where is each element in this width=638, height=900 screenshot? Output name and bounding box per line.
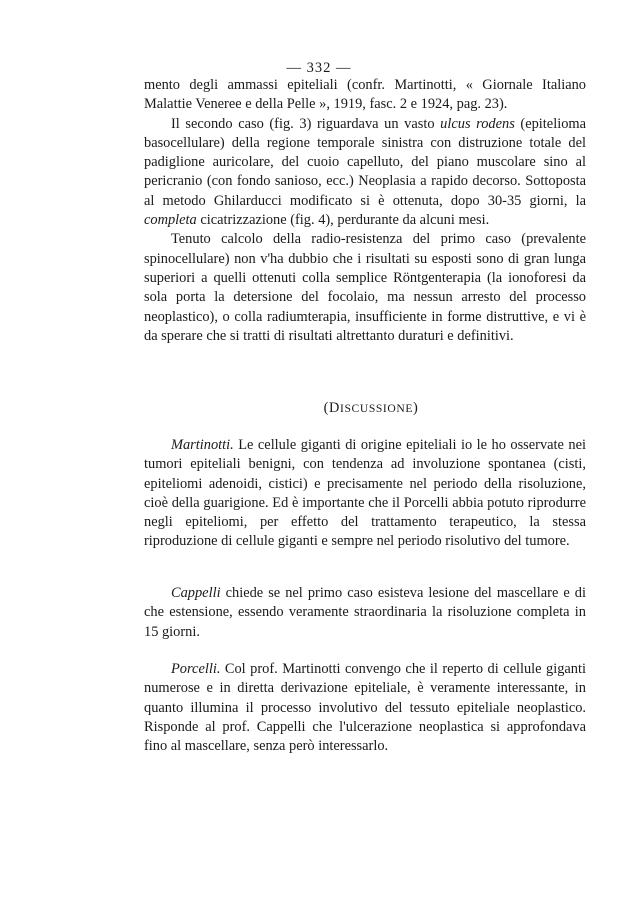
completa-emphasis: completa: [144, 212, 197, 229]
second-case-text-1: Il secondo caso (fig. 3) riguardava un vasto: [171, 115, 441, 132]
porcelli-text: Col prof. Martinotti convengo che il reperto di cellule giganti numerose e in diretta derivazione epiteliale, è veramente interessante, in quanto illumina il processo involutivo del tessuto epiteliale neoplastico. Risponde al prof. Cappelli che l'ulcerazione neoplastica si approfondava fino al mascellare, senza però interessarlo.: [144, 661, 586, 755]
speaker-cappelli: Cappelli: [171, 585, 221, 601]
second-case-paragraph: [144, 115, 586, 231]
heading-open-paren: (: [323, 400, 329, 416]
conclusion-text: Tenuto calcolo della radio-resistenza del primo caso (prevalente spinocellulare) non v'ha dubbio che i risultati su esposti sono di gran lunga superiori a quelli ottenuti colla semplice Röntgenterapia (la ionoforesi da sola porta la detersione del focolaio, ma nessun arresto del processo neoplastico), o colla radiumterapia, insufficiente in forme distruttive, e vi è da sperare che si tratti di risultati altrettanto duraturi e definitivi.: [144, 231, 586, 344]
second-case-text-2: (epitelioma basocellulare) della regione temporale sinistra con distruzione totale del padiglione auricolare, del cuoio capelluto, del piano muscolare sino al pericranio (con fondo sanioso, ecc.) Neoplasia a rapido decorso. Sottoposta al metodo Ghilarducci modificato si è ottenuta, dopo 30-35 giorni, la: [144, 115, 586, 209]
case-report-section: [144, 76, 586, 346]
heading-rest: ISCUSSIONE: [340, 402, 413, 415]
conclusion-paragraph: [144, 230, 586, 346]
martinotti-section: [144, 436, 586, 552]
continuation-text: mento degli ammassi epiteliali (confr. Martinotti, « Giornale Italiano Malattie Veneree e della Pelle », 1919, fasc. 2 e 1924, pag. 23).: [144, 77, 586, 113]
cappelli-paragraph: [144, 584, 586, 642]
porcelli-paragraph: [144, 660, 586, 756]
page-number: — 332 —: [286, 60, 352, 76]
speaker-martinotti: Martinotti.: [171, 437, 234, 453]
ulcus-rodens-term: ulcus rodens: [440, 115, 515, 132]
heading-first-letter: D: [329, 400, 340, 416]
martinotti-paragraph: [144, 436, 586, 552]
cappelli-section: [144, 584, 586, 642]
martinotti-text: Le cellule giganti di origine epiteliali io le ho osservate nei tumori epiteliali benigni, con tendenza ad involuzione spontanea (cisti, epiteliomi adenoidi, cistici) e precisamente nel periodo della risoluzione, cioè della guarigione. Ed è importante che il Porcelli abbia potuto riprodurre negli epiteliomi, per effetto del trattamento terapeutico, la stessa riproduzione di cellule giganti e sempre nel periodo risolutivo del tumore.: [144, 437, 586, 550]
second-case-text-3: cicatrizzazione (fig. 4), perdurante da alcuni mesi.: [196, 212, 490, 229]
porcelli-section: [144, 660, 586, 756]
discussion-heading: [0, 400, 638, 417]
speaker-porcelli: Porcelli.: [171, 661, 221, 677]
continuation-paragraph: [144, 76, 586, 115]
cappelli-text: chiede se nel primo caso esisteva lesione del mascellare e di che estensione, essendo veramente straordinaria la risoluzione completa in 15 giorni.: [144, 585, 586, 640]
heading-close-paren: ): [413, 400, 419, 416]
